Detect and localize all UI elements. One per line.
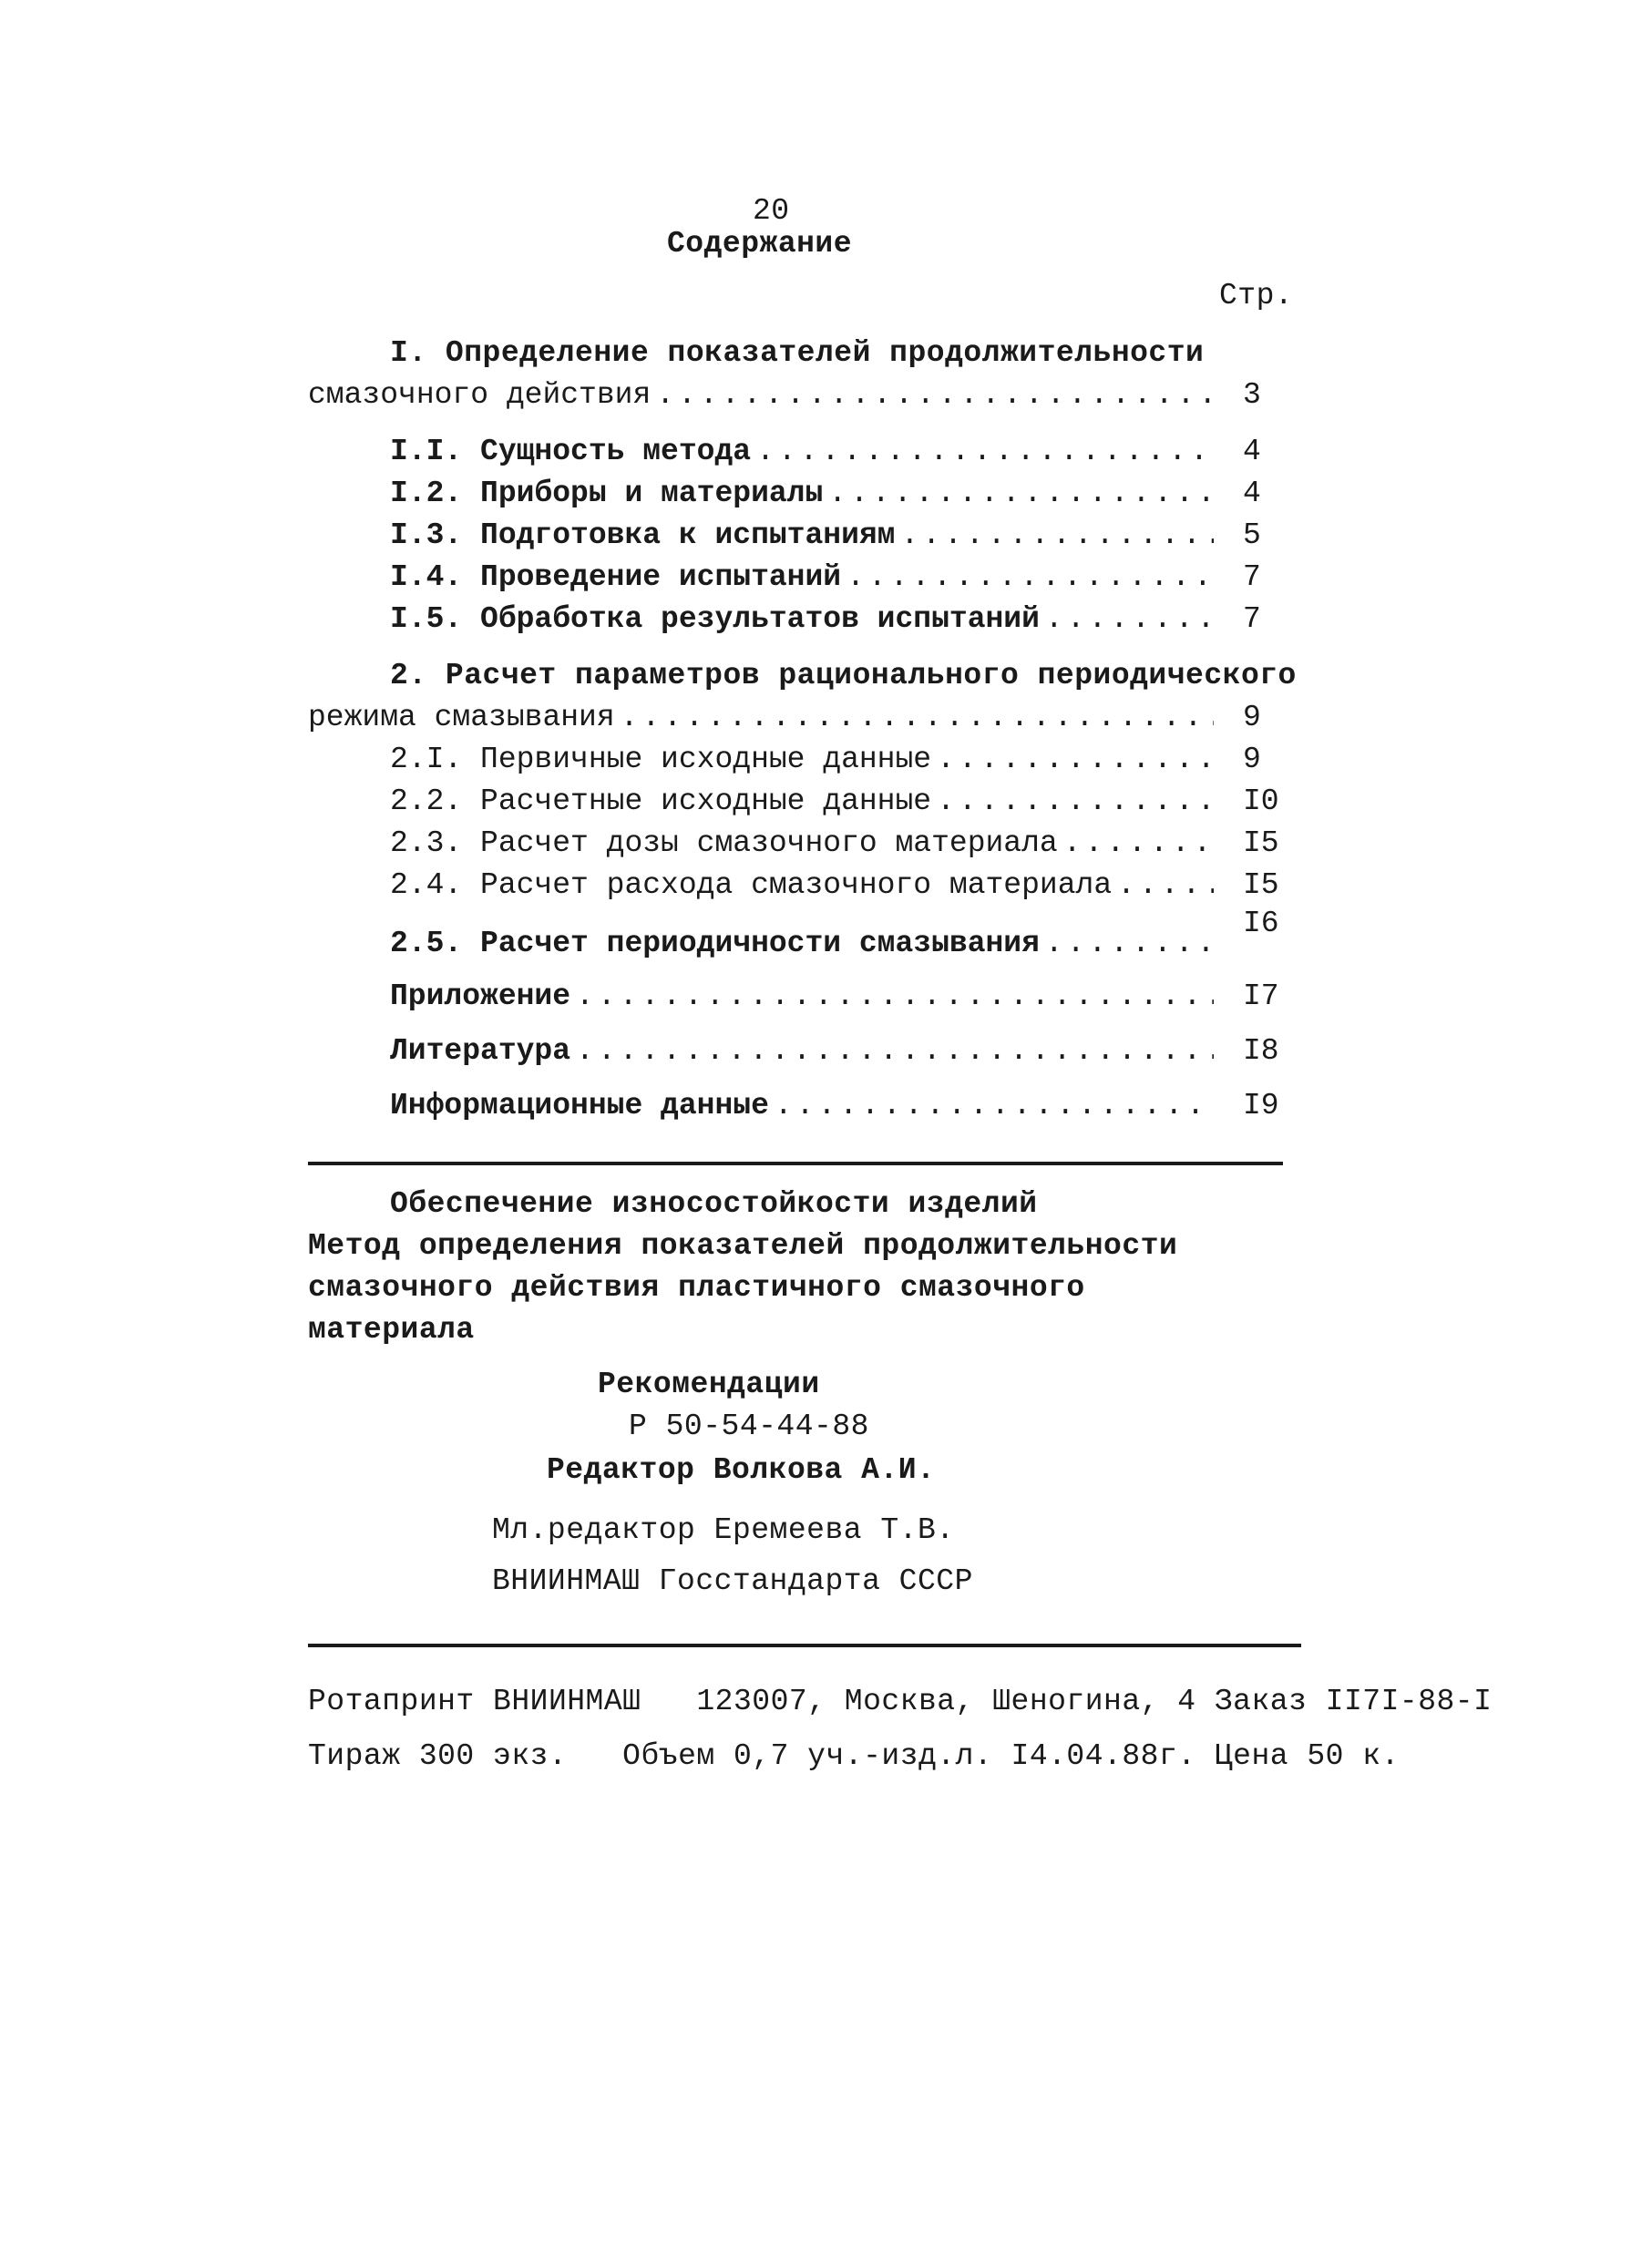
toc-page-2-3: I5 bbox=[1243, 826, 1279, 860]
toc-leader bbox=[1045, 601, 1214, 638]
separator-top bbox=[308, 1162, 1283, 1165]
toc-item-label: 2.5. Расчет периодичности смазывания bbox=[390, 927, 1040, 960]
toc-item-appendix bbox=[390, 979, 1219, 1015]
toc-item-label: I.4. Проведение испытаний bbox=[390, 560, 842, 594]
toc-leader bbox=[937, 742, 1214, 778]
toc-leader bbox=[756, 434, 1214, 470]
toc-item-1-1 bbox=[390, 434, 1219, 470]
publisher: ВНИИНМАШ Госстандарта СССР bbox=[492, 1564, 973, 1598]
toc-page-1-3: 5 bbox=[1243, 518, 1261, 552]
toc-leader bbox=[621, 700, 1214, 736]
toc-item-2-3 bbox=[390, 825, 1219, 862]
toc-item-label: Приложение bbox=[390, 979, 571, 1013]
document-title-line-1: Метод определения показателей продолжительности bbox=[308, 1229, 1178, 1263]
toc-leader bbox=[1063, 825, 1214, 862]
toc-item-label: 2.I. Первичные исходные данные bbox=[390, 743, 932, 776]
document-code: Р 50-54-44-88 bbox=[629, 1409, 869, 1443]
toc-page-2: 9 bbox=[1243, 701, 1261, 734]
toc-leader bbox=[847, 559, 1214, 596]
toc-item-label: 2.4. Расчет расхода смазочного материала bbox=[390, 868, 1113, 902]
document-title-line-3: материала bbox=[308, 1313, 475, 1347]
toc-page-1-1: 4 bbox=[1243, 435, 1261, 468]
toc-leader bbox=[775, 1088, 1214, 1124]
toc-leader bbox=[576, 979, 1214, 1015]
junior-editor: Мл.редактор Еремеева Т.В. bbox=[492, 1513, 955, 1547]
toc-item-1-3 bbox=[390, 518, 1219, 554]
toc-page-1-5: 7 bbox=[1243, 602, 1261, 636]
toc-page-literature: I8 bbox=[1243, 1034, 1279, 1068]
toc-item-1 bbox=[308, 377, 1219, 414]
editor: Редактор Волкова А.И. bbox=[547, 1453, 936, 1487]
toc-page-2-4: I5 bbox=[1243, 868, 1279, 902]
toc-page-1-4: 7 bbox=[1243, 560, 1261, 594]
toc-leader bbox=[1117, 867, 1214, 904]
toc-item-1-5 bbox=[390, 601, 1219, 638]
toc-item-literature bbox=[390, 1033, 1219, 1070]
toc-item-1-line2: смазочного действия bbox=[308, 378, 652, 412]
toc-page-1: 3 bbox=[1243, 378, 1261, 412]
toc-page-2-5: I6 bbox=[1243, 907, 1279, 940]
toc-item-label: 2.3. Расчет дозы смазочного материала bbox=[390, 826, 1058, 860]
toc-item-2-5 bbox=[390, 926, 1219, 962]
toc-item-2-line2: режима смазывания bbox=[308, 701, 615, 734]
toc-page-1-2: 4 bbox=[1243, 477, 1261, 510]
imprint-line-1: Ротапринт ВНИИНМАШ 123007, Москва, Шеногина, 4 Заказ II7I-88-I bbox=[308, 1685, 1493, 1718]
toc-item-info bbox=[390, 1088, 1219, 1124]
toc-item-2-1 bbox=[390, 742, 1219, 778]
toc-item-label: I.I. Сущность метода bbox=[390, 435, 752, 468]
toc-leader bbox=[828, 476, 1214, 512]
document-title-line-2: смазочного действия пластичного смазочного bbox=[308, 1271, 1085, 1305]
toc-item-label: I.2. Приборы и материалы bbox=[390, 477, 824, 510]
toc-page-2-2: I0 bbox=[1243, 784, 1279, 818]
toc-item-1-line1: I. Определение показателей продолжительности bbox=[390, 336, 1205, 370]
toc-item-label: I.3. Подготовка к испытаниям bbox=[390, 518, 896, 552]
page-column-label: Стр. bbox=[1219, 279, 1294, 313]
toc-item-1-4 bbox=[390, 559, 1219, 596]
toc-item-2-line1: 2. Расчет параметров рационального периодического bbox=[390, 659, 1297, 692]
toc-page-2-1: 9 bbox=[1243, 743, 1261, 776]
toc-item-label: Литература bbox=[390, 1034, 571, 1068]
toc-leader bbox=[1045, 926, 1214, 962]
toc-item-1-2 bbox=[390, 476, 1219, 512]
toc-item-label: Информационные данные bbox=[390, 1089, 769, 1122]
document-type: Рекомендации bbox=[598, 1368, 820, 1401]
contents-heading: Содержание bbox=[667, 227, 853, 261]
separator-bottom bbox=[308, 1644, 1301, 1647]
toc-leader bbox=[901, 518, 1215, 554]
toc-item-label: 2.2. Расчетные исходные данные bbox=[390, 784, 932, 818]
toc-item-2 bbox=[308, 700, 1219, 736]
toc-leader bbox=[937, 784, 1214, 820]
toc-leader bbox=[656, 377, 1214, 414]
series-title: Обеспечение износостойкости изделий bbox=[390, 1187, 1038, 1221]
toc-page-info: I9 bbox=[1243, 1089, 1279, 1122]
toc-leader bbox=[576, 1033, 1214, 1070]
toc-item-label: I.5. Обработка результатов испытаний bbox=[390, 602, 1040, 636]
imprint-line-2: Тираж 300 экз. Объем 0,7 уч.-изд.л. I4.04.88г. Цена 50 к. bbox=[308, 1739, 1400, 1773]
toc-page-appendix: I7 bbox=[1243, 979, 1279, 1013]
toc-item-2-4 bbox=[390, 867, 1219, 904]
page-number: 20 bbox=[753, 194, 790, 228]
toc-item-2-2 bbox=[390, 784, 1219, 820]
